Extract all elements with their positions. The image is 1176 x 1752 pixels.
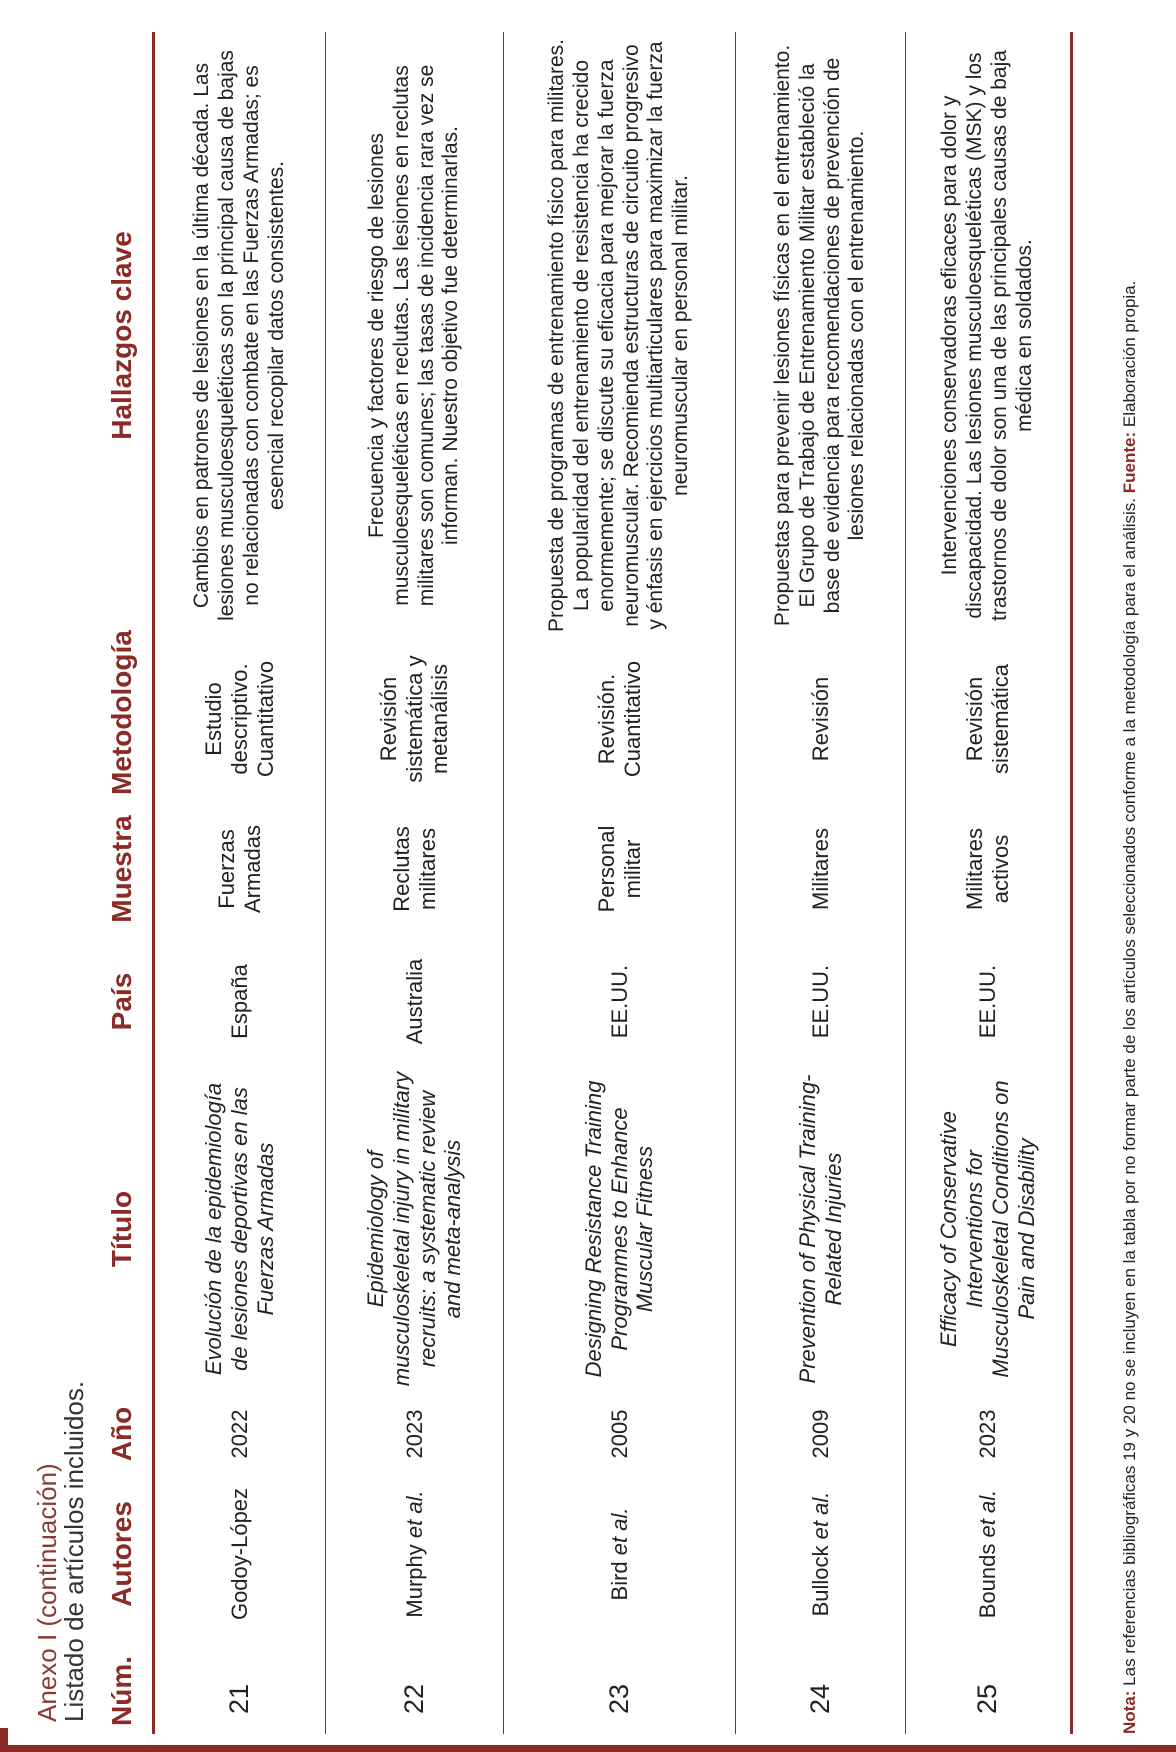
cell-pais: EE.UU. (736, 939, 906, 1064)
cell-anio: 2005 (504, 1394, 736, 1474)
cell-muestra: Personal militar (504, 799, 736, 939)
table-note (1120, 281, 1140, 1734)
cell-pais: EE.UU. (906, 939, 1072, 1064)
cell-pais: España (154, 939, 326, 1064)
table-row (736, 32, 906, 1734)
accent-bar-corner (0, 1728, 8, 1752)
header-muestra: Muestra (92, 799, 154, 939)
header-anio: Año (92, 1394, 154, 1474)
accent-bar (0, 1745, 1176, 1752)
cell-hallazgos: Propuesta de programas de entrenamiento físico para militares. La popularidad del entrenamiento de resistencia ha crecido enormemente; se discute su eficacia para mejorar la fuerza neuromuscular. Recomienda estructuras de circuito progresivo y énfasis en ejercicios multiarticulares para maximizar la fuerza neuromuscular en personal militar. (504, 32, 736, 639)
cell-titulo: Efficacy of Conservative Interventions for Musculoskeletal Conditions on Pain and Disability (906, 1064, 1072, 1394)
cell-autores (154, 1474, 326, 1634)
cell-autores (906, 1474, 1072, 1634)
cell-num: 21 (154, 1634, 326, 1734)
author-name: Murphy (401, 1544, 427, 1618)
cell-anio: 2022 (154, 1394, 326, 1474)
cell-hallazgos: Frecuencia y factores de riesgo de lesiones musculoesqueléticas en reclutas. Las lesiones en reclutas militares son comunes; las tasas de incidencia rara vez se informan. Nuestro objetivo fue determinarlas. (326, 32, 504, 639)
table-row (326, 32, 504, 1734)
source-label: Fuente: (1120, 431, 1139, 494)
header-titulo: Título (92, 1064, 154, 1394)
cell-pais: EE.UU. (504, 939, 736, 1064)
cell-metodologia: Estudio descriptivo. Cuantitativo (154, 639, 326, 799)
header-hallazgos: Hallazgos clave (92, 32, 154, 639)
et-al: et al. (606, 1507, 632, 1556)
table-caption (34, 1381, 89, 1722)
cell-num: 22 (326, 1634, 504, 1734)
author-name: Bird (606, 1561, 632, 1601)
source-text: Elaboración propia. (1120, 280, 1139, 428)
cell-muestra: Reclutas militares (326, 799, 504, 939)
cell-muestra: Fuerzas Armadas (154, 799, 326, 939)
cell-muestra: Militares (736, 799, 906, 939)
cell-metodologia: Revisión sistemática y metanálisis (326, 639, 504, 799)
cell-autores (504, 1474, 736, 1634)
note-label: Nota: (1120, 1690, 1139, 1734)
annex-label: Anexo I (continuación) (32, 1463, 62, 1722)
articles-table (92, 32, 1073, 1734)
note-text: Las referencias bibliográficas 19 y 20 no se incluyen en la tabla por no formar parte de los artículos seleccionados conforme a la metodología para el análisis. (1120, 497, 1139, 1686)
cell-anio: 2023 (906, 1394, 1072, 1474)
header-autores: Autores (92, 1474, 154, 1634)
header-pais: País (92, 939, 154, 1064)
cell-num: 25 (906, 1634, 1072, 1734)
cell-hallazgos: Intervenciones conservadoras eficaces para dolor y discapacidad. Las lesiones musculoesqueléticas (MSK) y los trastornos de dolor son una de las principales causas de baja médica en soldados. (906, 32, 1072, 639)
et-al: et al. (807, 1491, 833, 1540)
table-header-row (92, 32, 154, 1734)
cell-titulo: Designing Resistance Training Programmes to Enhance Muscular Fitness (504, 1064, 736, 1394)
header-num: Núm. (92, 1634, 154, 1734)
cell-metodologia: Revisión sistemática (906, 639, 1072, 799)
cell-titulo: Evolución de la epidemiología de lesiones deportivas en las Fuerzas Armadas (154, 1064, 326, 1394)
table-subtitle: Listado de artículos incluidos. (59, 1380, 90, 1722)
cell-hallazgos: Propuestas para prevenir lesiones físicas en el entrenamiento. El Grupo de Trabajo de Entrenamiento Militar estableció la base de evidencia para recomendaciones de prevención de lesiones relacionadas con el entrenamiento. (736, 32, 906, 639)
table-row (154, 32, 326, 1734)
cell-titulo: Epidemiology of musculoskeletal injury in military recruits: a systematic review and meta-analysis (326, 1064, 504, 1394)
cell-num: 24 (736, 1634, 906, 1734)
header-metodologia: Metodología (92, 639, 154, 799)
cell-anio: 2009 (736, 1394, 906, 1474)
cell-pais: Australia (326, 939, 504, 1064)
cell-autores (326, 1474, 504, 1634)
cell-anio: 2023 (326, 1394, 504, 1474)
author-name: Bullock (807, 1545, 833, 1617)
author-name: Godoy-López (227, 1487, 253, 1621)
cell-num: 23 (504, 1634, 736, 1734)
author-name: Bounds (975, 1543, 1001, 1619)
et-al: et al. (401, 1490, 427, 1539)
cell-metodologia: Revisión (736, 639, 906, 799)
cell-titulo: Prevention of Physical Training-Related Injuries (736, 1064, 906, 1394)
cell-metodologia: Revisión. Cuantitativo (504, 639, 736, 799)
et-al: et al. (975, 1489, 1001, 1538)
table-row (906, 32, 1072, 1734)
cell-muestra: Militares activos (906, 799, 1072, 939)
cell-hallazgos: Cambios en patrones de lesiones en la última década. Las lesiones musculoesqueléticas son la principal causa de bajas no relacionadas con combate en las Fuerzas Armadas; es esencial recopilar datos consistentes. (154, 32, 326, 639)
table-row (504, 32, 736, 1734)
cell-autores (736, 1474, 906, 1634)
